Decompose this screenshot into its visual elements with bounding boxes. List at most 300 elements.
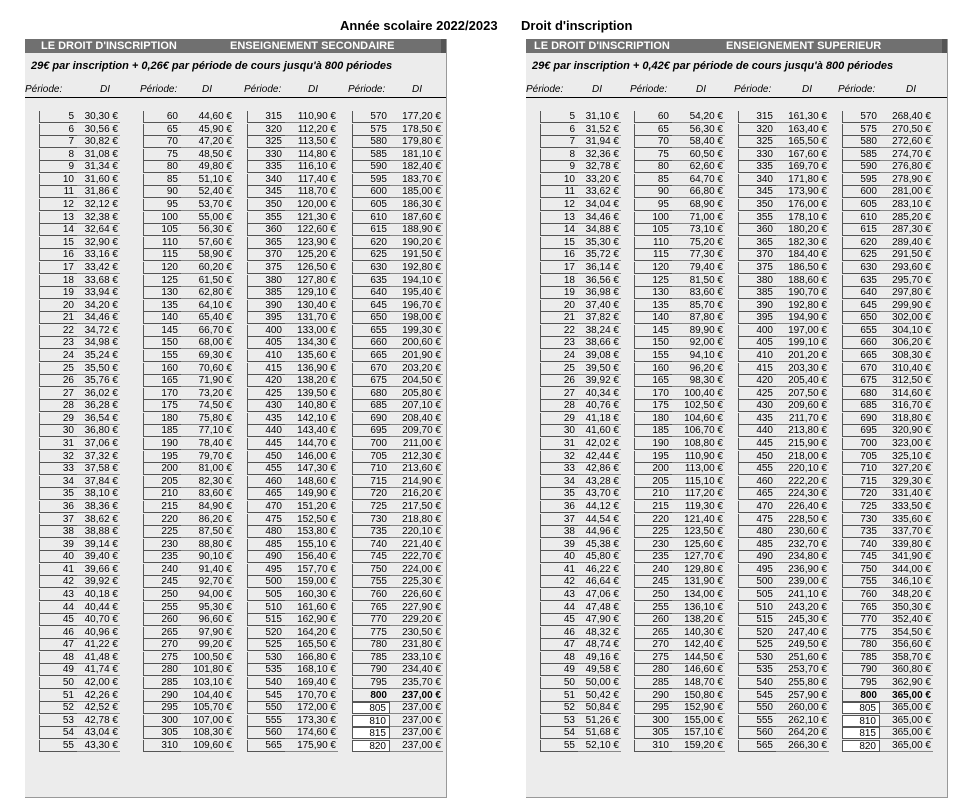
periode-cell: 44 [39, 602, 77, 614]
periode-cell: 725 [842, 501, 880, 513]
table-row [526, 111, 947, 124]
panel-secondaire [25, 39, 447, 798]
periode-cell: 730 [352, 514, 390, 526]
periode-cell: 255 [143, 602, 181, 614]
periode-cell: 380 [738, 275, 776, 287]
periode-cell: 355 [738, 212, 776, 224]
table-row [25, 212, 446, 225]
di-cell: 38,10 € [77, 488, 120, 500]
di-cell: 276,80 € [880, 161, 933, 173]
di-cell: 39,92 € [578, 375, 621, 387]
periode-cell: 41 [540, 564, 578, 576]
di-cell: 50,00 € [578, 677, 621, 689]
periode-cell: 795 [352, 677, 390, 689]
di-cell: 71,00 € [672, 212, 725, 224]
periode-cell: 300 [634, 715, 672, 727]
table-row [526, 463, 947, 476]
periode-cell: 100 [634, 212, 672, 224]
di-cell: 229,20 € [390, 614, 443, 626]
di-cell: 218,00 € [776, 451, 829, 463]
periode-cell: 685 [842, 400, 880, 412]
periode-cell: 290 [143, 690, 181, 702]
di-cell: 194,90 € [776, 312, 829, 324]
periode-cell: 405 [738, 337, 776, 349]
periode-cell: 540 [738, 677, 776, 689]
document-title: Droit d'inscription [521, 18, 633, 33]
periode-cell: 310 [143, 740, 181, 752]
periode-cell: 285 [143, 677, 181, 689]
di-cell: 209,70 € [390, 425, 443, 437]
di-cell: 224,00 € [390, 564, 443, 576]
periode-cell: 260 [634, 614, 672, 626]
di-cell: 217,50 € [390, 501, 443, 513]
periode-cell: 210 [634, 488, 672, 500]
di-cell: 34,88 € [578, 224, 621, 236]
di-cell: 79,40 € [672, 262, 725, 274]
di-cell: 83,60 € [672, 287, 725, 299]
di-cell: 173,30 € [285, 715, 338, 727]
di-cell: 99,20 € [181, 639, 234, 651]
periode-cell: 480 [247, 526, 285, 538]
di-cell: 100,50 € [181, 652, 234, 664]
di-cell: 148,70 € [672, 677, 725, 689]
periode-cell: 105 [634, 224, 672, 236]
periode-cell: 225 [143, 526, 181, 538]
periode-cell: 510 [738, 602, 776, 614]
di-cell: 190,20 € [390, 237, 443, 249]
periode-cell: 470 [247, 501, 285, 513]
periode-cell: 655 [842, 325, 880, 337]
di-cell: 257,90 € [776, 690, 829, 702]
table-row [25, 300, 446, 313]
di-cell: 356,60 € [880, 639, 933, 651]
periode-cell: 175 [634, 400, 672, 412]
di-cell: 84,90 € [181, 501, 234, 513]
periode-cell: 36 [39, 501, 77, 513]
di-cell: 94,10 € [672, 350, 725, 362]
di-cell: 287,30 € [880, 224, 933, 236]
periode-cell: 795 [842, 677, 880, 689]
di-cell: 207,10 € [390, 400, 443, 412]
di-cell: 142,10 € [285, 413, 338, 425]
di-cell: 33,16 € [77, 249, 120, 261]
periode-cell: 610 [352, 212, 390, 224]
di-cell: 134,30 € [285, 337, 338, 349]
di-cell: 32,90 € [77, 237, 120, 249]
di-cell: 92,00 € [672, 337, 725, 349]
periode-cell: 16 [540, 249, 578, 261]
di-cell: 60,20 € [181, 262, 234, 274]
di-cell: 170,70 € [285, 690, 338, 702]
di-cell: 42,78 € [77, 715, 120, 727]
periode-cell: 515 [738, 614, 776, 626]
di-cell: 299,90 € [880, 300, 933, 312]
di-cell: 365,00 € [880, 715, 933, 727]
periode-cell: 480 [738, 526, 776, 538]
periode-cell: 755 [352, 576, 390, 588]
periode-cell: 43 [540, 589, 578, 601]
fee-table [25, 111, 446, 752]
table-row [526, 576, 947, 589]
panel-header [526, 39, 947, 53]
table-row [25, 124, 446, 137]
di-cell: 147,30 € [285, 463, 338, 475]
periode-cell: 27 [540, 388, 578, 400]
periode-cell: 465 [247, 488, 285, 500]
table-row [25, 551, 446, 564]
di-cell: 209,60 € [776, 400, 829, 412]
di-cell: 54,20 € [672, 111, 725, 123]
periode-cell: 5 [39, 111, 77, 123]
periode-cell: 240 [143, 564, 181, 576]
di-cell: 129,80 € [672, 564, 725, 576]
periode-cell: 95 [143, 199, 181, 211]
periode-cell: 675 [842, 375, 880, 387]
di-cell: 31,34 € [77, 161, 120, 173]
table-row [25, 287, 446, 300]
di-cell: 43,04 € [77, 727, 120, 739]
periode-cell: 760 [842, 589, 880, 601]
col-di-2: DI [696, 84, 706, 95]
periode-cell: 500 [247, 576, 285, 588]
periode-cell: 690 [842, 413, 880, 425]
periode-cell: 185 [634, 425, 672, 437]
table-row [25, 199, 446, 212]
di-cell: 304,10 € [880, 325, 933, 337]
periode-cell: 155 [143, 350, 181, 362]
periode-cell: 530 [247, 652, 285, 664]
di-cell: 323,00 € [880, 438, 933, 450]
periode-cell: 33 [540, 463, 578, 475]
table-row [526, 174, 947, 187]
di-cell: 230,50 € [390, 627, 443, 639]
periode-cell: 365 [738, 237, 776, 249]
periode-cell: 525 [738, 639, 776, 651]
col-di-1: DI [100, 84, 110, 95]
di-cell: 77,10 € [181, 425, 234, 437]
di-cell: 155,10 € [285, 539, 338, 551]
di-cell: 192,80 € [776, 300, 829, 312]
fee-formula: 29€ par inscription + 0,26€ par période de cours jusqu'à 800 périodes [31, 60, 393, 72]
table-row [526, 400, 947, 413]
di-cell: 302,00 € [880, 312, 933, 324]
di-cell: 213,80 € [776, 425, 829, 437]
periode-cell: 775 [842, 627, 880, 639]
di-cell: 346,10 € [880, 576, 933, 588]
periode-cell: 44 [540, 602, 578, 614]
di-cell: 186,30 € [390, 199, 443, 211]
table-row [526, 124, 947, 137]
periode-cell: 705 [352, 451, 390, 463]
di-cell: 164,20 € [285, 627, 338, 639]
periode-cell: 365 [247, 237, 285, 249]
di-cell: 83,60 € [181, 488, 234, 500]
di-cell: 173,90 € [776, 186, 829, 198]
periode-cell: 695 [842, 425, 880, 437]
di-cell: 101,80 € [181, 664, 234, 676]
di-cell: 187,60 € [390, 212, 443, 224]
di-cell: 86,20 € [181, 514, 234, 526]
periode-cell: 20 [540, 300, 578, 312]
periode-cell: 195 [143, 451, 181, 463]
periode-cell: 215 [143, 501, 181, 513]
di-cell: 169,40 € [285, 677, 338, 689]
periode-cell: 27 [39, 388, 77, 400]
di-cell: 39,08 € [578, 350, 621, 362]
di-cell: 91,40 € [181, 564, 234, 576]
periode-cell: 55 [540, 740, 578, 752]
di-cell: 339,80 € [880, 539, 933, 551]
di-cell: 270,50 € [880, 124, 933, 136]
periode-cell: 595 [842, 174, 880, 186]
periode-cell: 515 [247, 614, 285, 626]
periode-cell: 130 [143, 287, 181, 299]
di-cell: 192,80 € [390, 262, 443, 274]
periode-cell: 160 [143, 363, 181, 375]
di-cell: 331,40 € [880, 488, 933, 500]
periode-cell: 13 [39, 212, 77, 224]
periode-cell: 200 [143, 463, 181, 475]
di-cell: 33,42 € [77, 262, 120, 274]
periode-cell: 270 [634, 639, 672, 651]
table-row [526, 350, 947, 363]
di-cell: 58,90 € [181, 249, 234, 261]
table-row [526, 451, 947, 464]
col-periode-1: Période: [25, 84, 63, 95]
di-cell: 56,30 € [181, 224, 234, 236]
periode-cell: 625 [842, 249, 880, 261]
di-cell: 88,80 € [181, 539, 234, 551]
periode-cell: 75 [634, 149, 672, 161]
col-periode-2: Période: [630, 84, 668, 95]
di-cell: 230,60 € [776, 526, 829, 538]
di-cell: 43,70 € [578, 488, 621, 500]
di-cell: 212,30 € [390, 451, 443, 463]
periode-cell: 420 [247, 375, 285, 387]
di-cell: 155,00 € [672, 715, 725, 727]
di-cell: 180,20 € [776, 224, 829, 236]
table-row [25, 602, 446, 615]
di-cell: 204,50 € [390, 375, 443, 387]
di-cell: 198,00 € [390, 312, 443, 324]
table-row [25, 576, 446, 589]
periode-cell: 10 [39, 174, 77, 186]
di-cell: 105,70 € [181, 702, 234, 714]
di-cell: 108,80 € [672, 438, 725, 450]
periode-cell: 7 [540, 136, 578, 148]
table-row [25, 249, 446, 262]
table-row [25, 501, 446, 514]
di-cell: 350,30 € [880, 602, 933, 614]
periode-cell: 125 [634, 275, 672, 287]
periode-cell: 510 [247, 602, 285, 614]
periode-cell: 240 [634, 564, 672, 576]
fee-formula: 29€ par inscription + 0,42€ par période de cours jusqu'à 800 périodes [532, 60, 894, 72]
table-row [526, 136, 947, 149]
col-periode-1: Période: [526, 84, 564, 95]
di-cell: 211,00 € [390, 438, 443, 450]
di-cell: 214,90 € [390, 476, 443, 488]
periode-cell: 60 [634, 111, 672, 123]
table-row [526, 224, 947, 237]
periode-cell: 155 [634, 350, 672, 362]
di-cell: 130,40 € [285, 300, 338, 312]
di-cell: 109,60 € [181, 740, 234, 752]
periode-cell: 6 [39, 124, 77, 136]
periode-cell: 390 [247, 300, 285, 312]
periode-cell: 645 [352, 300, 390, 312]
periode-cell: 305 [143, 727, 181, 739]
periode-cell: 335 [738, 161, 776, 173]
col-periode-4: Période: [838, 84, 876, 95]
di-cell: 36,02 € [77, 388, 120, 400]
di-cell: 156,40 € [285, 551, 338, 563]
periode-cell: 39 [39, 539, 77, 551]
periode-cell: 460 [247, 476, 285, 488]
table-row [25, 702, 446, 715]
periode-cell: 395 [738, 312, 776, 324]
table-row [526, 312, 947, 325]
periode-cell: 38 [540, 526, 578, 538]
table-row [25, 350, 446, 363]
di-cell: 38,36 € [77, 501, 120, 513]
periode-cell: 665 [352, 350, 390, 362]
di-cell: 285,20 € [880, 212, 933, 224]
periode-cell: 780 [352, 639, 390, 651]
col-di-3: DI [802, 84, 812, 95]
periode-cell: 330 [247, 149, 285, 161]
di-cell: 194,10 € [390, 275, 443, 287]
table-row [25, 312, 446, 325]
di-cell: 113,50 € [285, 136, 338, 148]
di-cell: 159,00 € [285, 576, 338, 588]
di-cell: 32,36 € [578, 149, 621, 161]
table-row [526, 564, 947, 577]
periode-cell: 810 [842, 715, 880, 727]
di-cell: 32,38 € [77, 212, 120, 224]
periode-cell: 695 [352, 425, 390, 437]
periode-cell: 42 [39, 576, 77, 588]
di-cell: 43,30 € [77, 740, 120, 752]
periode-cell: 375 [247, 262, 285, 274]
periode-cell: 360 [738, 224, 776, 236]
di-cell: 45,90 € [181, 124, 234, 136]
di-cell: 35,72 € [578, 249, 621, 261]
periode-cell: 370 [738, 249, 776, 261]
periode-cell: 65 [143, 124, 181, 136]
di-cell: 333,50 € [880, 501, 933, 513]
periode-cell: 805 [352, 702, 390, 714]
di-cell: 191,50 € [390, 249, 443, 261]
periode-cell: 8 [39, 149, 77, 161]
table-row [25, 375, 446, 388]
di-cell: 199,30 € [390, 325, 443, 337]
di-cell: 205,40 € [776, 375, 829, 387]
table-row [526, 262, 947, 275]
periode-cell: 200 [634, 463, 672, 475]
periode-cell: 470 [738, 501, 776, 513]
periode-cell: 52 [540, 702, 578, 714]
periode-cell: 775 [352, 627, 390, 639]
table-row [526, 514, 947, 527]
di-cell: 268,40 € [880, 111, 933, 123]
col-periode-2: Période: [140, 84, 178, 95]
periode-cell: 605 [352, 199, 390, 211]
periode-cell: 400 [247, 325, 285, 337]
periode-cell: 275 [634, 652, 672, 664]
di-cell: 163,40 € [776, 124, 829, 136]
periode-cell: 660 [352, 337, 390, 349]
periode-cell: 650 [842, 312, 880, 324]
periode-cell: 24 [39, 350, 77, 362]
di-cell: 95,30 € [181, 602, 234, 614]
di-cell: 44,96 € [578, 526, 621, 538]
table-row [526, 237, 947, 250]
periode-cell: 495 [738, 564, 776, 576]
periode-cell: 355 [247, 212, 285, 224]
di-cell: 162,90 € [285, 614, 338, 626]
periode-cell: 120 [634, 262, 672, 274]
di-cell: 33,20 € [578, 174, 621, 186]
di-cell: 68,00 € [181, 337, 234, 349]
di-cell: 329,30 € [880, 476, 933, 488]
table-row [25, 337, 446, 350]
di-cell: 135,60 € [285, 350, 338, 362]
periode-cell: 8 [540, 149, 578, 161]
periode-cell: 245 [143, 576, 181, 588]
periode-cell: 170 [143, 388, 181, 400]
periode-cell: 49 [540, 664, 578, 676]
periode-cell: 760 [352, 589, 390, 601]
panel-header-right: ENSEIGNEMENT SUPERIEUR [726, 40, 882, 52]
periode-cell: 20 [39, 300, 77, 312]
table-row [25, 149, 446, 162]
di-cell: 201,20 € [776, 350, 829, 362]
periode-cell: 39 [540, 539, 578, 551]
di-cell: 31,94 € [578, 136, 621, 148]
di-cell: 208,40 € [390, 413, 443, 425]
periode-cell: 430 [738, 400, 776, 412]
di-cell: 316,70 € [880, 400, 933, 412]
di-cell: 106,70 € [672, 425, 725, 437]
di-cell: 32,64 € [77, 224, 120, 236]
periode-cell: 85 [634, 174, 672, 186]
periode-cell: 9 [540, 161, 578, 173]
periode-cell: 19 [540, 287, 578, 299]
table-row [25, 136, 446, 149]
table-row [526, 186, 947, 199]
di-cell: 41,48 € [77, 652, 120, 664]
di-cell: 365,00 € [880, 740, 933, 752]
di-cell: 48,50 € [181, 149, 234, 161]
di-cell: 222,70 € [390, 551, 443, 563]
periode-cell: 565 [738, 740, 776, 752]
di-cell: 207,50 € [776, 388, 829, 400]
periode-cell: 320 [247, 124, 285, 136]
di-cell: 127,80 € [285, 275, 338, 287]
periode-cell: 435 [247, 413, 285, 425]
table-row [25, 539, 446, 552]
di-cell: 37,06 € [77, 438, 120, 450]
periode-cell: 145 [143, 325, 181, 337]
di-cell: 114,80 € [285, 149, 338, 161]
table-row [526, 664, 947, 677]
di-cell: 117,20 € [672, 488, 725, 500]
di-cell: 178,10 € [776, 212, 829, 224]
periode-cell: 780 [842, 639, 880, 651]
periode-cell: 13 [540, 212, 578, 224]
periode-cell: 54 [540, 727, 578, 739]
